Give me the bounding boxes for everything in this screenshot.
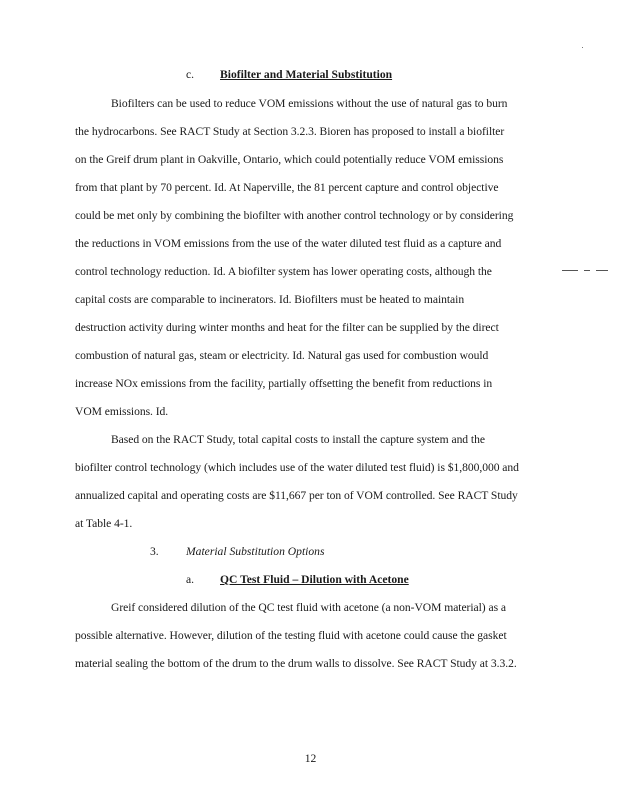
paragraph-line: Based on the RACT Study, total capital costs to install the capture system and the — [111, 433, 485, 446]
paragraph-line: control technology reduction. Id. A biofilter system has lower operating costs, although the — [75, 265, 492, 278]
paragraph-line: VOM emissions. Id. — [75, 405, 169, 418]
section-a-title: QC Test Fluid – Dilution with Acetone — [220, 573, 409, 586]
section-c-label: c. — [186, 68, 195, 81]
margin-dot — [582, 47, 583, 48]
paragraph-line: combustion of natural gas, steam or electricity. Id. Natural gas used for combustion would — [75, 349, 489, 362]
page-number: 12 — [304, 752, 317, 765]
paragraph-line: the hydrocarbons. See RACT Study at Section 3.2.3. Bioren has proposed to install a biofilter — [75, 125, 505, 138]
paragraph-line: annualized capital and operating costs are $11,667 per ton of VOM controlled. See RACT Study — [75, 489, 518, 502]
paragraph-line: possible alternative. However, dilution of the testing fluid with acetone could cause the gasket — [75, 629, 507, 642]
paragraph-line: from that plant by 70 percent. Id. At Naperville, the 81 percent capture and control objective — [75, 181, 499, 194]
section-3-label: 3. — [150, 545, 159, 558]
margin-mark — [584, 270, 590, 271]
section-3-title: Material Substitution Options — [186, 545, 325, 558]
paragraph-line: Biofilters can be used to reduce VOM emissions without the use of natural gas to burn — [111, 97, 508, 110]
paragraph-line: biofilter control technology (which includes use of the water diluted test fluid) is $1,800,000 and — [75, 461, 519, 474]
paragraph-line: capital costs are comparable to incinerators. Id. Biofilters must be heated to maintain — [75, 293, 465, 306]
paragraph-line: could be met only by combining the biofilter with another control technology or by considering — [75, 209, 514, 222]
margin-mark — [596, 270, 608, 271]
paragraph-line: Greif considered dilution of the QC test fluid with acetone (a non-VOM material) as a — [111, 601, 506, 614]
margin-mark — [562, 270, 578, 271]
section-a-label: a. — [186, 573, 195, 586]
paragraph-line: at Table 4-1. — [75, 517, 133, 530]
paragraph-line: the reductions in VOM emissions from the use of the water diluted test fluid as a capture and — [75, 237, 502, 250]
paragraph-line: on the Greif drum plant in Oakville, Ontario, which could potentially reduce VOM emissions — [75, 153, 504, 166]
paragraph-line: increase NOx emissions from the facility, partially offsetting the benefit from reductions in — [75, 377, 493, 390]
paragraph-line: destruction activity during winter months and heat for the filter can be supplied by the direct — [75, 321, 499, 334]
paragraph-line: material sealing the bottom of the drum to the drum walls to dissolve. See RACT Study at 3.3.2. — [75, 657, 517, 670]
section-c-title: Biofilter and Material Substitution — [220, 68, 393, 81]
